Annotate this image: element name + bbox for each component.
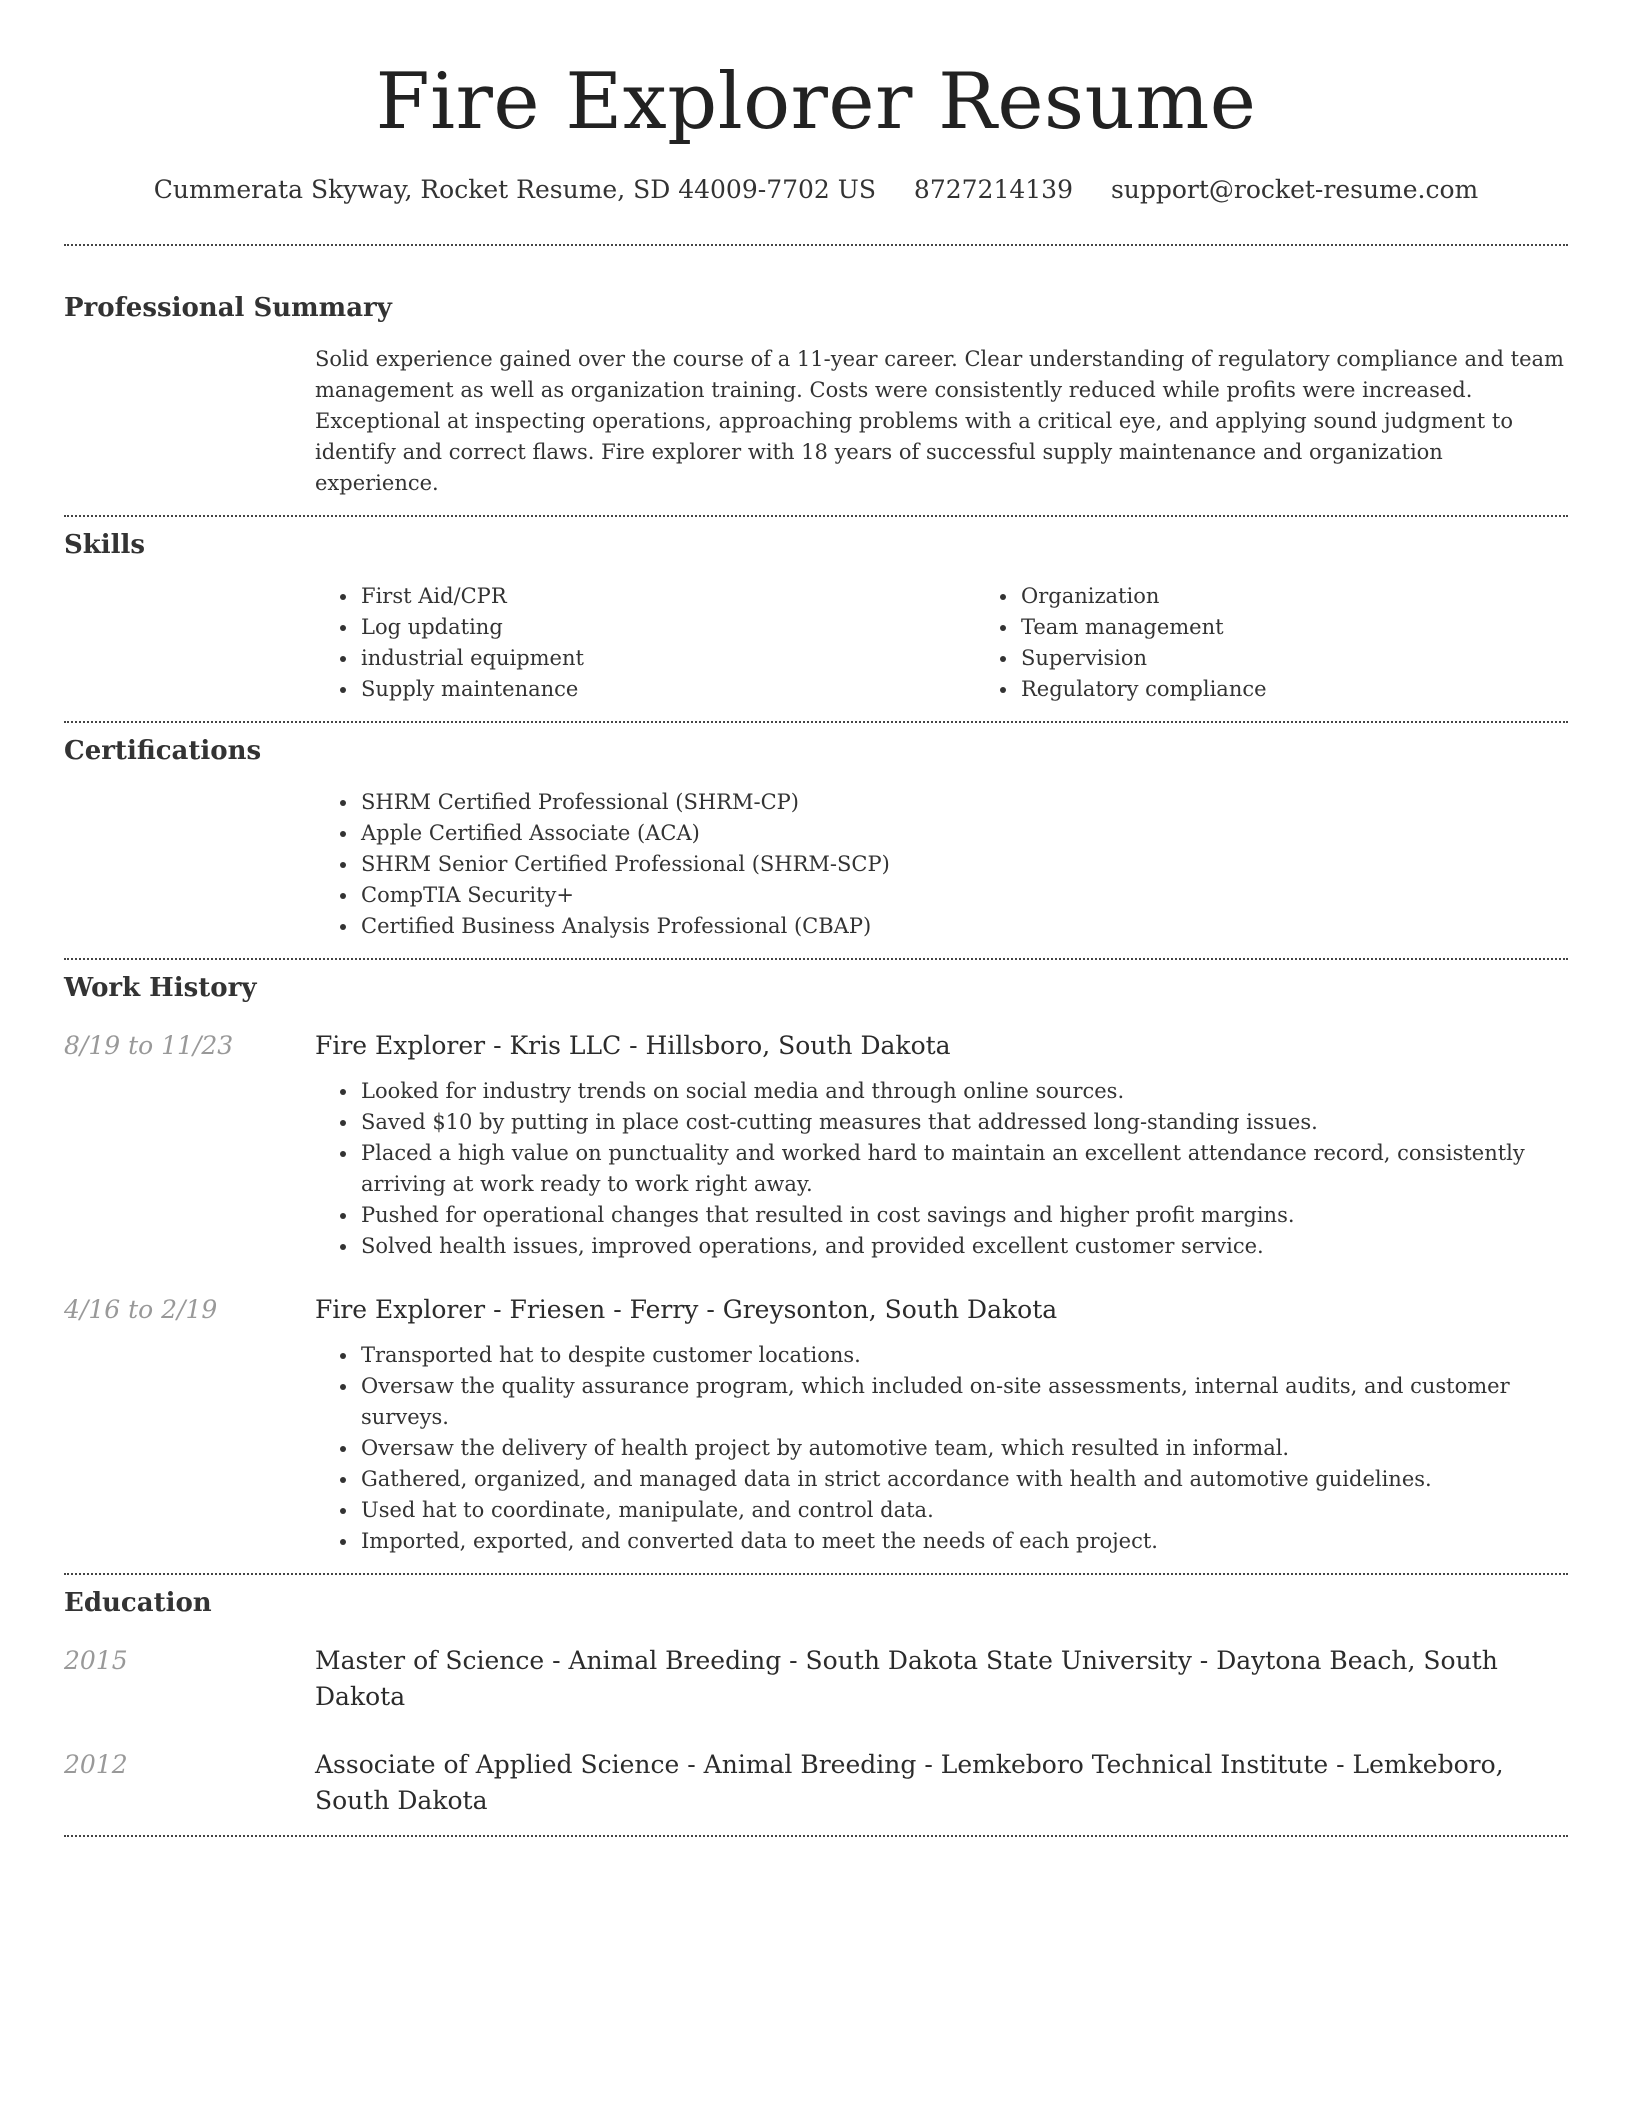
skill-item: • Organization: [1019, 581, 1632, 612]
certification-item: • Apple Certified Associate (ACA): [359, 818, 1568, 849]
certifications-section: [64, 733, 1568, 942]
job-entry: [64, 1028, 1568, 1262]
job-bullets: [315, 1340, 1568, 1557]
resume-title: Fire Explorer Resume: [375, 57, 1257, 147]
certification-item: • SHRM Senior Certified Professional (SHRM-SCP): [359, 849, 1568, 880]
section-divider: [64, 1835, 1568, 1837]
job-date: 8/19 to 11/23: [64, 1031, 234, 1060]
contact-address: Cummerata Skyway, Rocket Resume, SD 44009-7702 US: [153, 175, 876, 204]
job-bullet: • Used hat to coordinate, manipulate, and control data.: [359, 1495, 1568, 1526]
skill-item: • Log updating: [359, 612, 975, 643]
education-entry: [64, 1643, 1568, 1715]
skill-item: • Supervision: [1019, 643, 1632, 674]
job-bullets: [315, 1076, 1568, 1262]
job-bullet: • Transported hat to despite customer locations.: [359, 1340, 1568, 1371]
job-title: Fire Explorer - Friesen - Ferry - Greysonton, South Dakota: [315, 1295, 1058, 1324]
contact-line: [64, 172, 1568, 208]
skill-item: • Regulatory compliance: [1019, 674, 1632, 705]
certifications-list: [315, 787, 1568, 942]
section-divider: [64, 958, 1568, 960]
job-entry: [64, 1292, 1568, 1557]
job-bullet: • Looked for industry trends on social media and through online sources.: [359, 1076, 1568, 1107]
education-year: 2015: [64, 1646, 128, 1675]
summary-text: Solid experience gained over the course of a 11-year career. Clear understanding of regulatory compliance and team management as well as organization training. Costs were consistently reduced while profits were increased. Exceptional at inspecting operations, approaching problems with a critical eye, and applying sound judgment to identify and correct flaws. Fire explorer with 18 years of successful supply maintenance and organization experience.: [315, 347, 1564, 495]
certification-item: • SHRM Certified Professional (SHRM-CP): [359, 787, 1568, 818]
skill-item: • First Aid/CPR: [359, 581, 975, 612]
summary-section: [64, 290, 1568, 499]
work-history-section: [64, 970, 1568, 1557]
job-date: 4/16 to 2/19: [64, 1295, 218, 1324]
certification-item: • CompTIA Security+: [359, 880, 1568, 911]
education-heading: Education: [64, 1588, 212, 1618]
section-divider: [64, 244, 1568, 246]
skills-section: [64, 527, 1568, 705]
job-title: Fire Explorer - Kris LLC - Hillsboro, South Dakota: [315, 1031, 951, 1060]
job-bullet: • Placed a high value on punctuality and worked hard to maintain an excellent attendance record, consistently arriving at work ready to work right away.: [359, 1138, 1568, 1200]
section-divider: [64, 1573, 1568, 1575]
skill-item: • industrial equipment: [359, 643, 975, 674]
work-history-heading: Work History: [64, 973, 257, 1003]
certification-item: • Certified Business Analysis Professional (CBAP): [359, 911, 1568, 942]
job-bullet: • Saved $10 by putting in place cost-cutting measures that addressed long-standing issues.: [359, 1107, 1568, 1138]
job-bullet: • Oversaw the quality assurance program, which included on-site assessments, internal audits, and customer surveys.: [359, 1371, 1568, 1433]
summary-heading: Professional Summary: [64, 293, 392, 323]
job-bullet: • Gathered, organized, and managed data in strict accordance with health and automotive guidelines.: [359, 1464, 1568, 1495]
education-title: Associate of Applied Science - Animal Breeding - Lemkeboro Technical Institute - Lemkeboro, South Dakota: [315, 1750, 1504, 1815]
skill-item: • Team management: [1019, 612, 1632, 643]
contact-phone: 8727214139: [913, 175, 1073, 204]
skills-list-right: [975, 581, 1632, 705]
education-year: 2012: [64, 1750, 128, 1779]
job-bullet: • Pushed for operational changes that resulted in cost savings and higher profit margins.: [359, 1200, 1568, 1231]
job-bullet: • Solved health issues, improved operations, and provided excellent customer service.: [359, 1231, 1568, 1262]
education-entry: [64, 1747, 1568, 1819]
section-divider: [64, 515, 1568, 517]
job-bullet: • Oversaw the delivery of health project by automotive team, which resulted in informal.: [359, 1433, 1568, 1464]
section-divider: [64, 721, 1568, 723]
job-bullet: • Imported, exported, and converted data to meet the needs of each project.: [359, 1526, 1568, 1557]
skill-item: • Supply maintenance: [359, 674, 975, 705]
skills-heading: Skills: [64, 530, 146, 560]
certifications-heading: Certifications: [64, 736, 262, 766]
contact-email: support@rocket-resume.com: [1110, 175, 1479, 204]
skills-list-left: [315, 581, 975, 705]
education-section: [64, 1585, 1568, 1819]
education-title: Master of Science - Animal Breeding - South Dakota State University - Daytona Beach, South Dakota: [315, 1646, 1498, 1711]
